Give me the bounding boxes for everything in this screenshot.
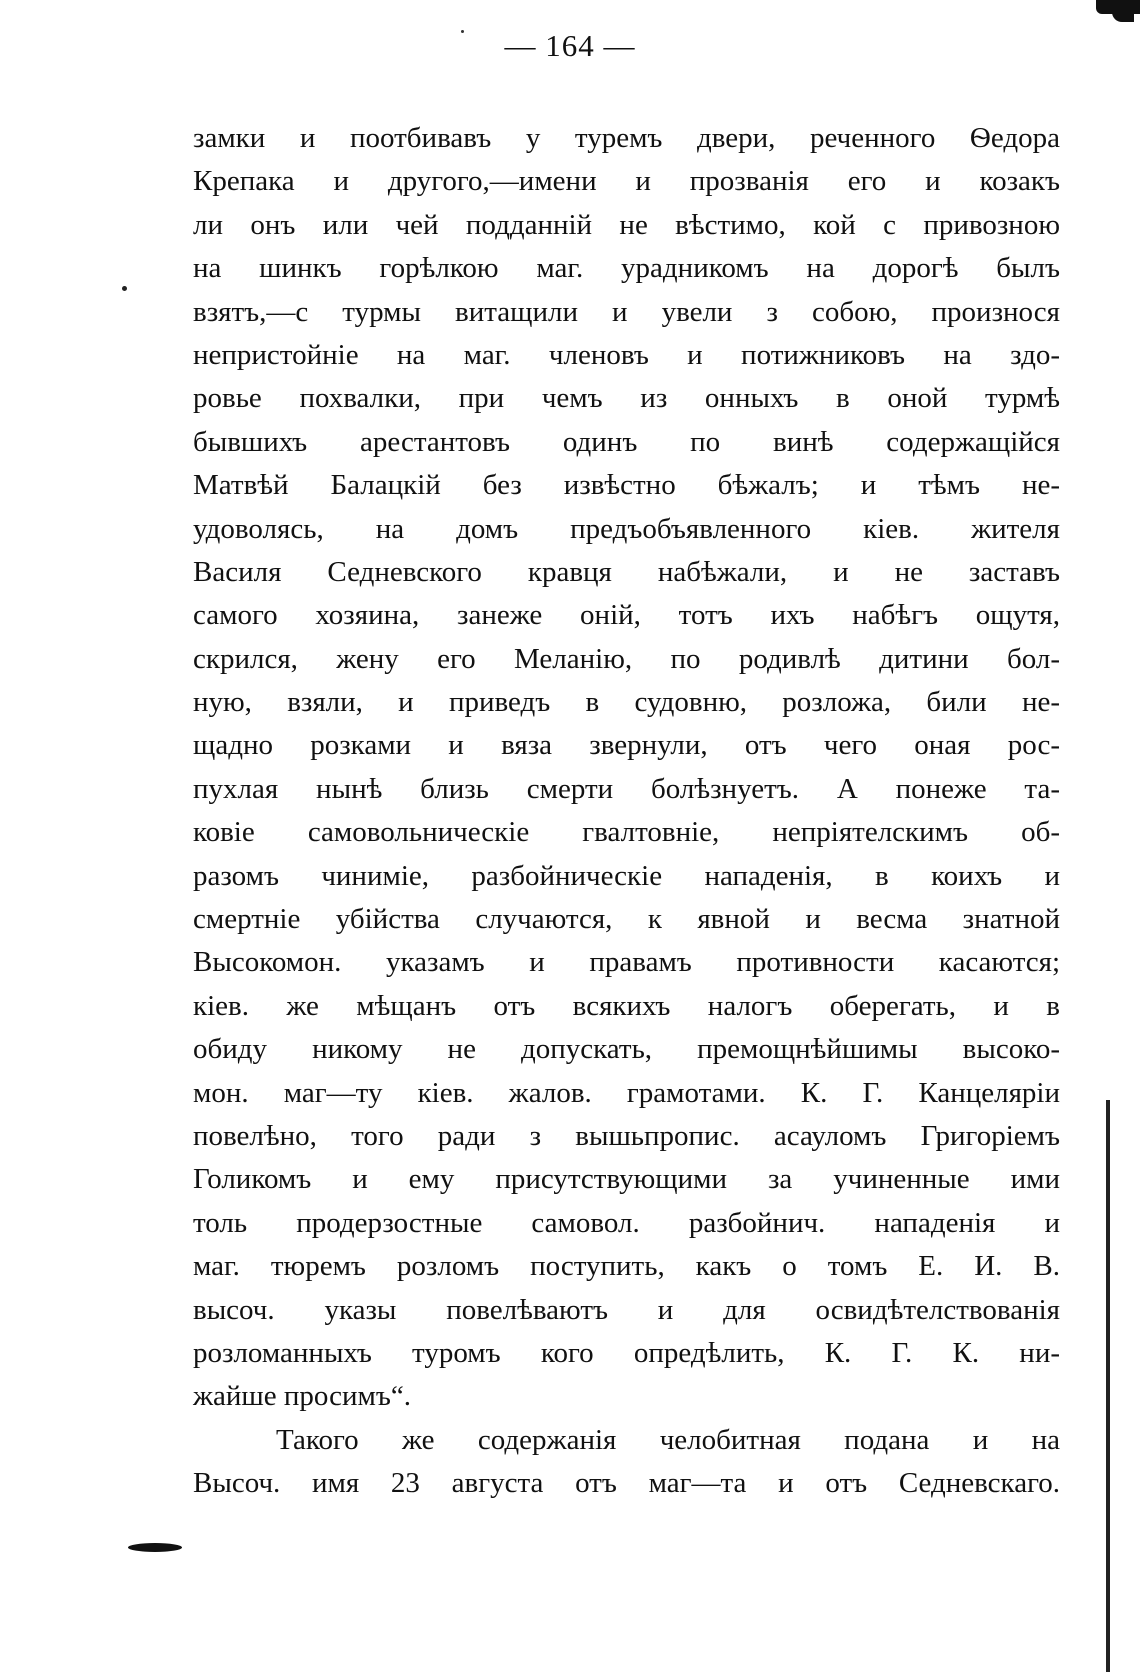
text-line: скрился, жену его Меланію, по родивлѣ дитини бол- [193,642,1060,675]
scan-dot-left [122,286,127,291]
text-line: щадно розками и вяза звернули, отъ чего оная рос- [193,729,1060,762]
text-line: смертніе убійства случаются, к явной и весма знатной [193,903,1060,936]
text-line: Матвѣй Балацкій без извѣстно бѣжалъ; и тѣмъ не- [193,469,1060,502]
text-line: Василя Седневского кравця набѣжали, и не заставъ [193,555,1060,588]
text-line: ковіе самовольническіе гвалтовніе, непріятелскимъ об- [193,816,1060,849]
text-line: обиду никому не допускать, премощнѣйшимы высоко- [193,1033,1060,1066]
text-line: взятъ,—с турмы витащили и увели з собою, произнося [193,295,1060,328]
text-line: мон. маг—ту кіев. жалов. грамотами. К. Г. Канцеляріи [193,1076,1060,1109]
text-line: Высокомон. указамъ и правамъ противности касаются; [193,946,1060,979]
text-line: ровье похвалки, при чемъ из онныхъ в оной турмѣ [193,382,1060,415]
text-line: розломанныхъ туромъ кого опредѣлить, К. Г. К. ни- [193,1336,1060,1369]
text-block [193,117,1060,1506]
text-line: маг. тюремъ розломъ поступить, какъ о томъ Е. И. В. [193,1250,1060,1283]
scan-mark-top-right [1096,0,1140,14]
text-line: ную, взяли, и приведъ в судовню, розложа, били не- [193,686,1060,719]
text-line: кіев. же мѣщанъ отъ всякихъ налогъ оберегать, и в [193,989,1060,1022]
text-line: на шинкъ горѣлкою маг. урадникомъ на дорогѣ былъ [193,252,1060,285]
text-line: толь продерзостные самовол. разбойнич. нападенія и [193,1206,1060,1239]
text-line: пухлая нынѣ близь смерти болѣзнуетъ. А понеже та- [193,772,1060,805]
scan-dash-left [128,1543,182,1552]
text-line: удоволясь, на домъ предъобъявленного кіев. жителя [193,512,1060,545]
text-line: высоч. указы повелѣваютъ и для освидѣтелствованія [193,1293,1060,1326]
text-line: замки и поотбивавъ у туремъ двери, реченного Ѳедора [193,122,1060,154]
text-line: Голикомъ и ему присутствующими за учиненные ими [193,1163,1060,1196]
text-line: Крепака и другого,—имени и прозванія его и козакъ [193,165,1060,198]
text-line: ли онъ или чей подданній не вѣстимо, кой с привозною [193,208,1060,241]
text-line: жайше просимъ“. [193,1380,411,1413]
text-line: самого хозяина, занеже оній, тотъ ихъ набѣгъ ощутя, [193,599,1060,632]
text-line: бывшихъ арестантовъ одинъ по винѣ содержащійся [193,425,1060,458]
text-line: разомъ чиниміе, разбойническіе нападенія, в коихъ и [193,859,1060,892]
text-line: непристойніе на маг. членовъ и потижниковъ на здо- [193,338,1060,371]
page-number: — 164 — [504,28,636,63]
text-line: Высоч. имя 23 августа отъ маг—та и отъ Седневскаго. [193,1467,1060,1500]
text-line: повелѣно, того ради з вышьпропис. асауломъ Григоріемъ [193,1119,1060,1152]
scan-edge-right [1106,1100,1110,1672]
text-line: Такого же содержанія челобитная подана и на [276,1423,1060,1456]
